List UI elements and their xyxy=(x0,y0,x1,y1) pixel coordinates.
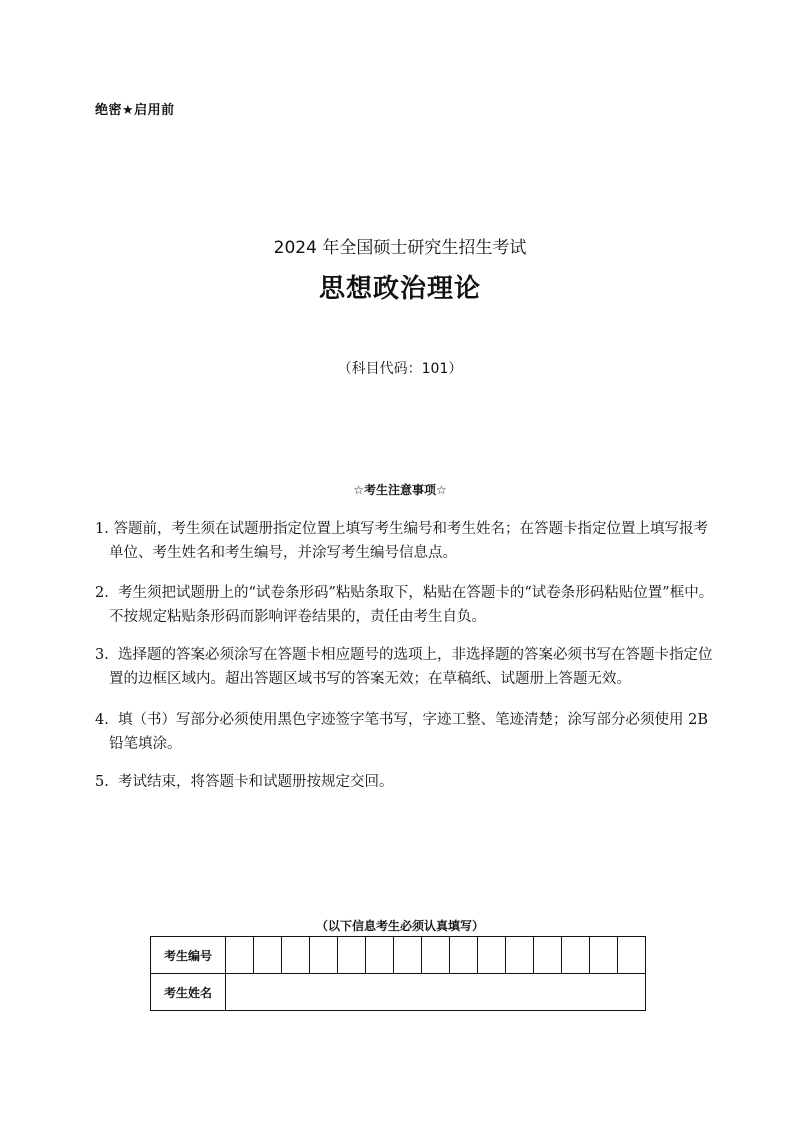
id-digit-box[interactable] xyxy=(506,937,534,974)
notice-item-5: 5. 考试结束，将答题卡和试题册按规定交回。 xyxy=(95,774,394,790)
id-digit-box[interactable] xyxy=(254,937,282,974)
id-digit-box[interactable] xyxy=(534,937,562,974)
id-digit-box[interactable] xyxy=(450,937,478,974)
candidate-info-table xyxy=(150,936,646,1011)
id-digit-box[interactable] xyxy=(366,937,394,974)
candidate-name-field[interactable] xyxy=(226,974,646,1011)
id-digit-box[interactable] xyxy=(590,937,618,974)
id-digit-box[interactable] xyxy=(394,937,422,974)
notice-item-2: 2. 考生须把试题册上的“试卷条形码”粘贴条取下，粘贴在答题卡的“试卷条形码粘贴位置”框中。不按规定粘贴条形码而影响评卷结果的，责任由考生自负。 xyxy=(95,585,714,625)
candidate-name-row xyxy=(151,974,646,1011)
subject-title: 思想政治理论 xyxy=(318,274,481,304)
notice-heading: ☆考生注意事项☆ xyxy=(353,483,447,497)
id-digit-box[interactable] xyxy=(618,937,646,974)
notice-item-4: 4. 填（书）写部分必须使用黑色字迹签字笔书写，字迹工整、笔迹清楚；涂写部分必须使用 2B 铅笔填涂。 xyxy=(95,712,713,752)
id-digit-box[interactable] xyxy=(478,937,506,974)
subject-code: （科目代码：101） xyxy=(337,361,463,377)
id-digit-box[interactable] xyxy=(226,937,254,974)
id-digit-box[interactable] xyxy=(562,937,590,974)
candidate-id-label: 考生编号 xyxy=(151,937,226,974)
id-digit-box[interactable] xyxy=(338,937,366,974)
form-instruction: （以下信息考生必须认真填写） xyxy=(315,919,484,933)
notice-item-1: 1. 答题前，考生须在试题册指定位置上填写考生编号和考生姓名；在答题卡指定位置上填写报考单位、考生姓名和考生编号，并涂写考生编号信息点。 xyxy=(95,521,708,561)
id-digit-box[interactable] xyxy=(310,937,338,974)
candidate-id-row xyxy=(151,937,646,974)
exam-title: 2024 年全国硕士研究生招生考试 xyxy=(273,238,527,258)
id-digit-box[interactable] xyxy=(282,937,310,974)
id-digit-box[interactable] xyxy=(422,937,450,974)
confidential-mark: 绝密★启用前 xyxy=(95,103,175,118)
candidate-name-label: 考生姓名 xyxy=(151,974,226,1011)
notice-item-3: 3. 选择题的答案必须涂写在答题卡相应题号的选项上，非选择题的答案必须书写在答题卡指定位置的边框区域内。超出答题区域书写的答案无效；在草稿纸、试题册上答题无效。 xyxy=(95,647,713,687)
